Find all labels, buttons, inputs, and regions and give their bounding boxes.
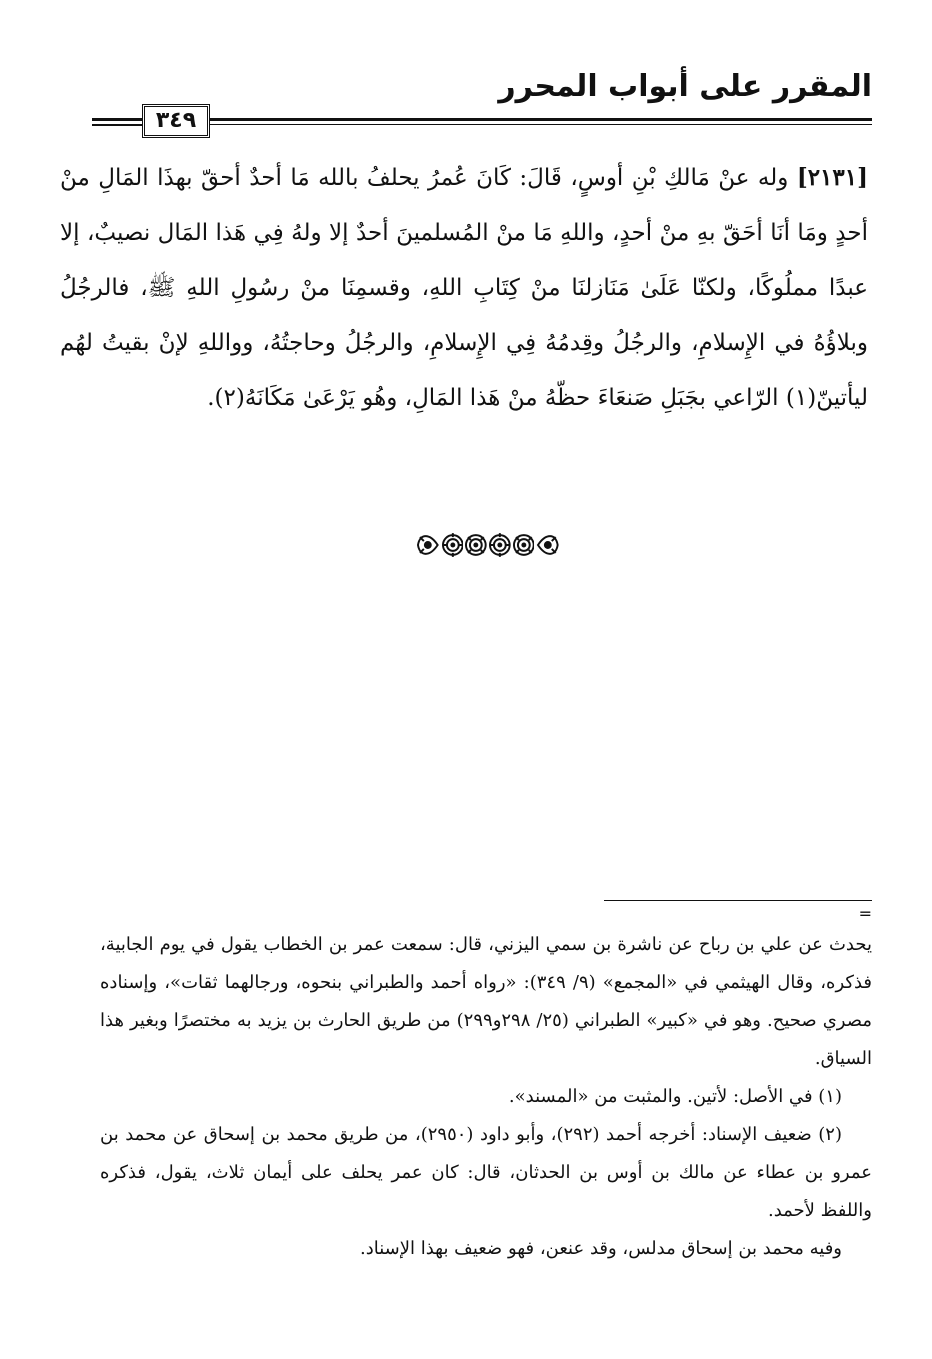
main-text-block (60, 150, 868, 426)
footnote-continuation-mark: = (858, 904, 872, 923)
hadith-number: [٢١٣١] (796, 164, 869, 191)
page-number: ٣٤٩ (142, 104, 210, 138)
footnote-2-comment: وفيه محمد بن إسحاق مدلس، وقد عنعن، فهو ضعيف بهذا الإسناد. (359, 1238, 842, 1259)
ornament-rosette-icon (465, 528, 487, 562)
footnote-continuation: يحدث عن علي بن رباح عن ناشرة بن سمي اليزني، قال: سمعت عمر بن الخطاب يقول في يوم الجابية، فذكره، وقال الهيثمي في «المجمع» (٩/ ٣٤٩): «رواه أحمد والطبراني بنحوه، ورجالهما ثقات»، وإسناده مصري صحيح. وهو في «كبير» الطبراني (٢٥/ ٢٩٨و٢٩٩) من طريق الحارث بن يزيد به مختصرًا وبغير هذا السياق. (100, 934, 873, 1069)
ornament-rosette-icon (442, 528, 464, 562)
header-rule-left (92, 124, 142, 126)
running-title: المقرر على أبواب المحرر (498, 69, 872, 104)
ornament-rosette-icon (489, 528, 511, 562)
hadith-text: وله عنْ مَالكِ بْنِ أوسٍ، قَالَ: كَانَ عُمرُ يحلفُ بالله مَا أحدٌ أحقّ بهذَا المَالِ منْ أحدٍ ومَا أنَا أحَقّ بهِ منْ أحدٍ، واللهِ مَا منْ المُسلمينَ أحدٌ إلا ولهُ فِي هَذا المَال نصيبٌ، إلا عبدًا مملُوكًا، ولكنّا عَلَىٰ مَنَازلنَا منْ كِتَابِ اللهِ، وقسمِنَا منْ رسُولِ اللهِ ﷺ، فالرجُلُ وبلاؤُهُ في الإِسلامِ، والرجُلُ وقِدمُهُ فِي الإِسلامِ، والرجُلُ وحاجتُهُ، وواللهِ لإنْ بقيتُ لهُم ليأتينّ(١) الرّاعي بجَبَلِ صَنعَاءَ حظّهُ منْ هَذا المَالِ، وهُو يَرْعَىٰ مَكَانَهُ(٢). (60, 165, 868, 411)
ornament-end-icon (536, 528, 560, 562)
ornament-rosette-icon (513, 528, 535, 562)
ornament-end-icon (416, 528, 440, 562)
footnote-2: (٢) ضعيف الإسناد: أخرجه أحمد (٢٩٢)، وأبو داود (٢٩٥٠)، من طريق محمد بن إسحاق عن محمد بن عمرو بن عطاء عن مالك بن أوس بن الحدثان، قال: كان عمر يحلف على أيمان ثلاث، يقول، فذكره واللفظ لأحمد. (100, 1124, 872, 1221)
header-rule-right (210, 124, 872, 125)
footnote-1: (١) في الأصل: لأتين. والمثبت من «المسند». (508, 1086, 842, 1107)
footnotes-block (100, 926, 872, 1268)
section-divider-ornament (416, 528, 560, 562)
footnote-separator (604, 900, 872, 901)
